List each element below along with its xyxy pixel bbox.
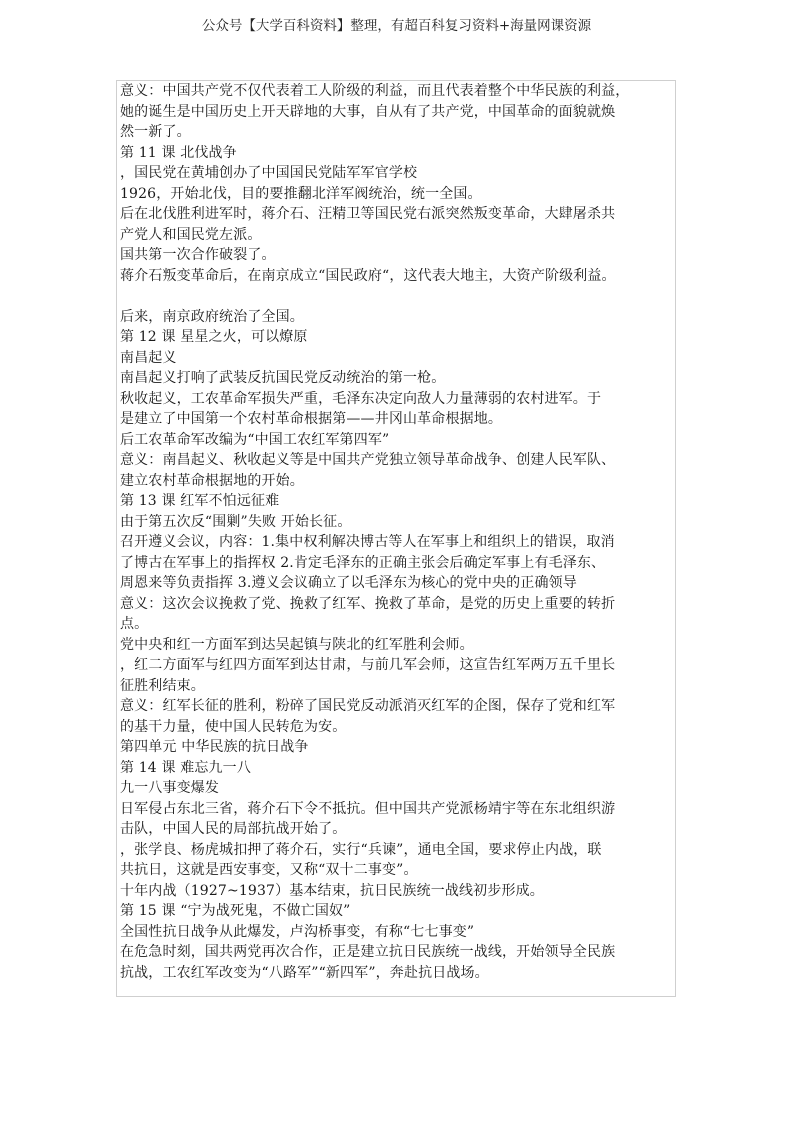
text-line: 征胜利结束。 bbox=[120, 677, 205, 694]
text-line: 南昌起义打响了武装反抗国民党反动统治的第一枪。 bbox=[120, 370, 446, 386]
page-header: 公众号【大学百科资料】整理，有超百科复习资料+海量网课资源 bbox=[201, 18, 592, 34]
text-line: 蒋介石叛变革命后，在南京成立“国民政府“，这代表大地主，大资产阶级利益。 bbox=[120, 267, 616, 284]
text-line: 了博古在军事上的指挥权 2.肯定毛泽东的正确主张会后确定军事上有毛泽东、 bbox=[120, 554, 606, 571]
text-line bbox=[120, 286, 673, 307]
text-line: 由于第五次反“围剿”失败 开始长征。 bbox=[120, 513, 352, 530]
text-line: 意义：红军长征的胜利，粉碎了国民党反动派消灭红军的企图，保存了党和红军 bbox=[120, 698, 616, 714]
text-line: 国共第一次合作破裂了。 bbox=[120, 247, 276, 263]
document-text-box bbox=[116, 80, 676, 997]
text-line: 十年内战（1927~1937）基本结束，抗日民族统一战线初步形成。 bbox=[120, 882, 544, 899]
text-line: 全国性抗日战争从此爆发，卢沟桥事变，有称“七七事变” bbox=[120, 923, 475, 940]
text-line: 共抗日，这就是西安事变，又称“双十二事变”。 bbox=[120, 862, 418, 878]
text-line: 1926，开始北伐，目的要推翻北洋军阀统治，统一全国。 bbox=[120, 185, 482, 202]
text-line: 第 14 课 难忘九一八 bbox=[120, 759, 251, 776]
text-line: 的基干力量，使中国人民转危为安。 bbox=[120, 718, 347, 735]
text-line: ，红二方面军与红四方面军到达甘肃，与前几军会师，这宣告红军两万五千里长 bbox=[120, 657, 616, 673]
text-line: 建立农村革命根据地的开始。 bbox=[120, 472, 304, 489]
text-line: 然一新了。 bbox=[120, 124, 191, 140]
text-line: 日军侵占东北三省，蒋介石下令不抵抗。但中国共产党派杨靖宇等在东北组织游 bbox=[120, 800, 616, 817]
text-line: 党中央和红一方面军到达吴起镇与陕北的红军胜利会师。 bbox=[120, 636, 474, 653]
text-line: ，国民党在黄埔创办了中国国民党陆军军官学校 bbox=[120, 165, 418, 181]
text-line: 意义：南昌起义、秋收起义等是中国共产党独立领导革命战争、创建人民军队、 bbox=[120, 452, 616, 468]
text-line: 南昌起义 bbox=[120, 349, 177, 366]
text-line: 第 13 课 红军不怕远征难 bbox=[120, 493, 280, 509]
text-line: 意义：这次会议挽救了党、挽救了红军、挽救了革命，是党的历史上重要的转折 bbox=[120, 595, 616, 612]
text-line: 第四单元 中华民族的抗日战争 bbox=[120, 739, 309, 755]
text-line: 在危急时刻，国共两党再次合作，正是建立抗日民族统一战线，开始领导全民族 bbox=[120, 944, 616, 960]
text-line: 点。 bbox=[120, 616, 149, 632]
text-line: 周恩来等负责指挥 3.遵义会议确立了以毛泽东为核心的党中央的正确领导 bbox=[120, 575, 577, 591]
text-line: 意义：中国共产党不仅代表着工人阶级的利益，而且代表着整个中华民族的利益， bbox=[120, 83, 630, 99]
text-line: 是建立了中国第一个农村革命根据第——井冈山革命根据地。 bbox=[120, 411, 503, 427]
text-line: 产党人和国民党左派。 bbox=[120, 226, 262, 243]
text-line: 第 15 课 “宁为战死鬼，不做亡国奴” bbox=[120, 903, 351, 919]
text-lines bbox=[120, 81, 673, 983]
text-line: 后来，南京政府统治了全国。 bbox=[120, 308, 304, 325]
text-line: 击队，中国人民的局部抗战开始了。 bbox=[120, 821, 347, 837]
text-line: ，张学良、杨虎城扣押了蒋介石，实行“兵谏”，通电全国，要求停止内战，联 bbox=[120, 841, 602, 858]
text-line: 第 11 课 北伐战争 bbox=[120, 144, 237, 161]
text-line: 后在北伐胜利进军时，蒋介石、汪精卫等国民党右派突然叛变革命，大肆屠杀共 bbox=[120, 206, 616, 222]
text-line: 秋收起义，工农革命军损失严重，毛泽东决定向敌人力量薄弱的农村进军。于 bbox=[120, 390, 602, 407]
text-line: 她的诞生是中国历史上开天辟地的大事，自从有了共产党，中国革命的面貌就焕 bbox=[120, 103, 616, 120]
text-line: 第 12 课 星星之火，可以燎原 bbox=[120, 329, 308, 345]
text-line: 召开遵义会议，内容：1.集中权利解决博古等人在军事上和组织上的错误，取消 bbox=[120, 534, 615, 550]
text-line: 九一八事变爆发 bbox=[120, 780, 220, 796]
text-line: 后工农革命军改编为“中国工农红军第四军” bbox=[120, 431, 390, 448]
text-line: 抗战，工农红军改变为“八路军”“新四军”，奔赴抗日战场。 bbox=[120, 964, 489, 981]
